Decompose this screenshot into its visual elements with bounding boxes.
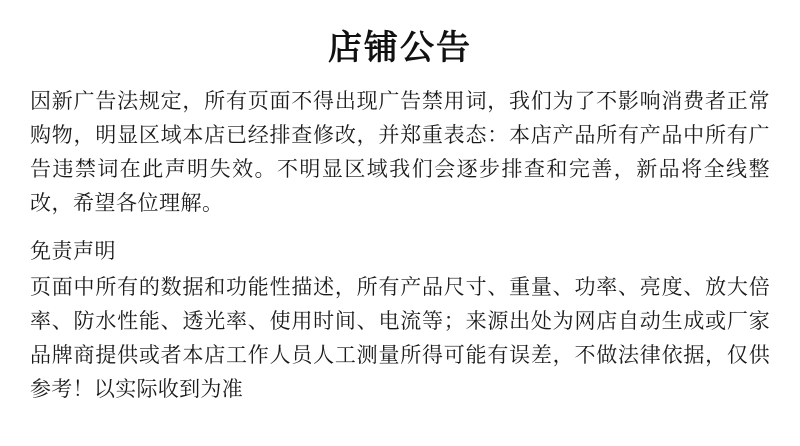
disclaimer-heading: 免责声明 bbox=[30, 239, 116, 264]
announcement-main-paragraph: 因新广告法规定，所有页面不得出现广告禁用词，我们为了不影响消费者正常购物，明显区域本店已经排查修改，并郑重表态：本店产品所有产品中所有广告违禁词在此声明失效。不明显区域我们会逐步排查和完善，新品将全线整改，希望各位理解。 bbox=[30, 89, 770, 216]
disclaimer-paragraph: 页面中所有的数据和功能性描述，所有产品尺寸、重量、功率、亮度、放大倍率、防水性能、透光率、使用时间、电流等；来源出处为网店自动生成或厂家品牌商提供或者本店工作人员人工测量所得可能有误差，不做法律依据，仅供参考！以实际收到为准 bbox=[30, 274, 770, 401]
page-title: 店铺公告 bbox=[328, 28, 472, 68]
